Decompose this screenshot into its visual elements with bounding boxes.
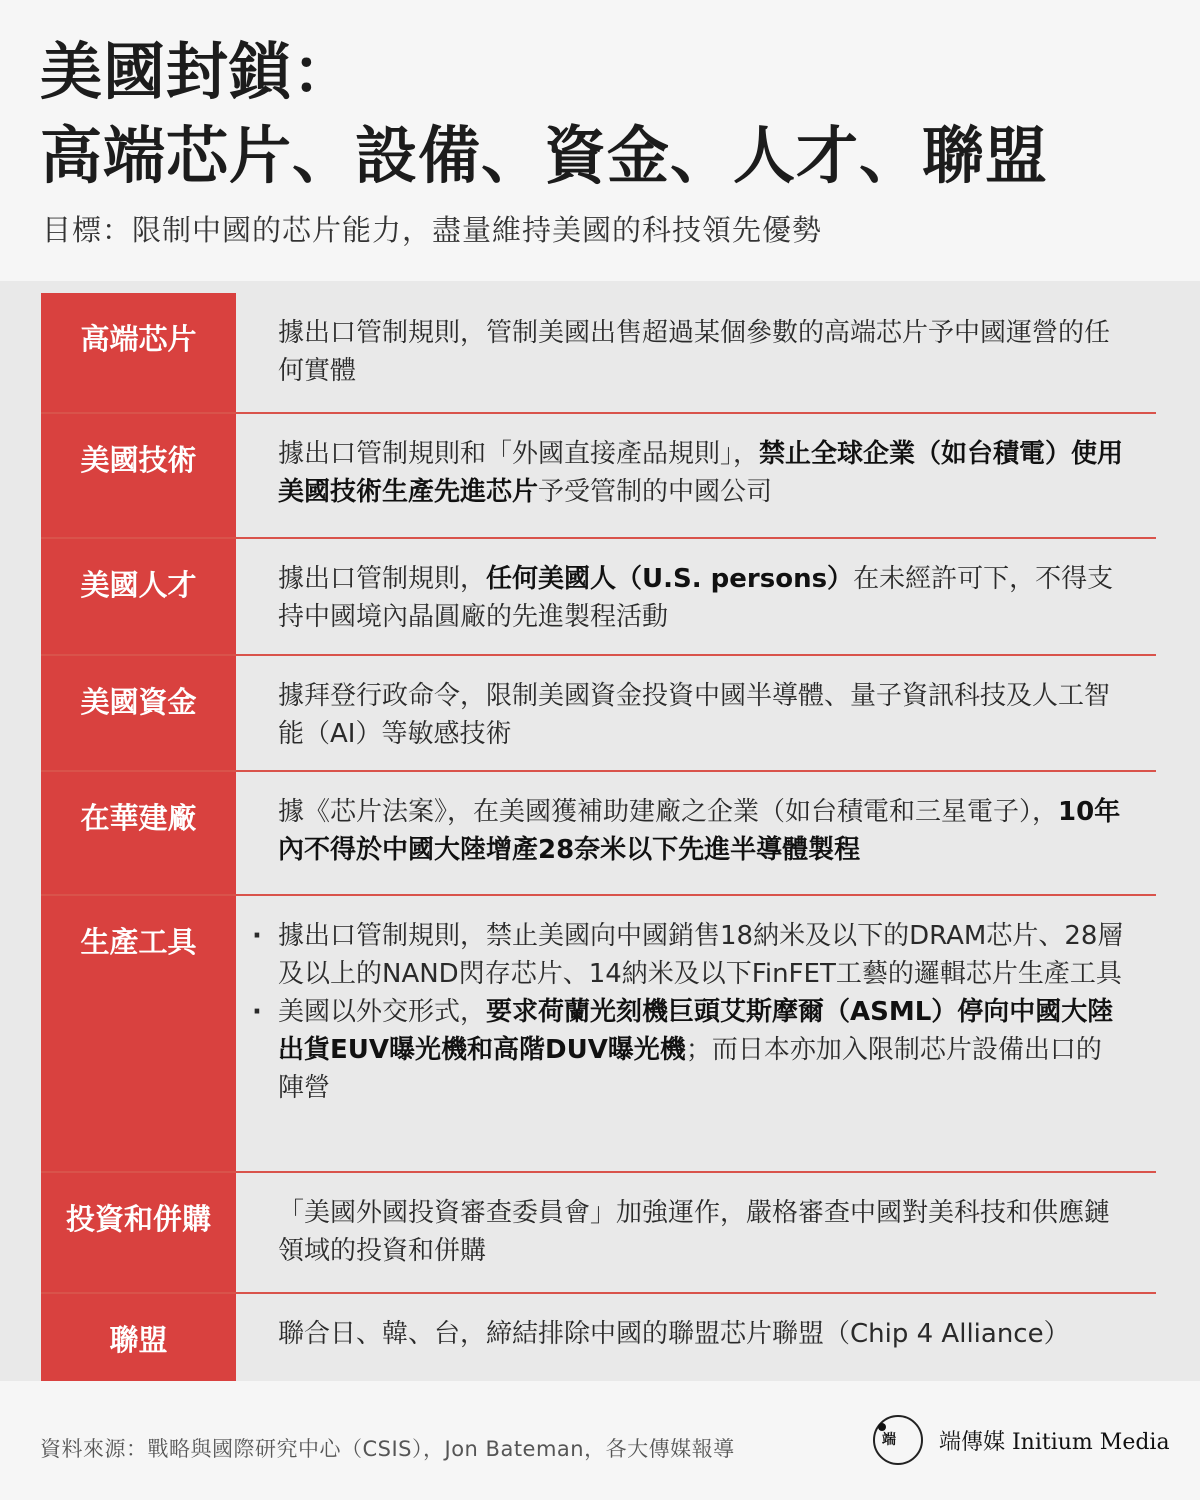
logo-mark: 端 — [882, 1432, 896, 1448]
row-content: 據拜登行政命令，限制美國資金投資中國半導體、量子資訊科技及人工智能（AI）等敏感技術 — [278, 681, 1111, 749]
page-title — [40, 30, 1048, 198]
row-text: ；而日本亦加入限制芯片設備出口的陣營 — [278, 1035, 1102, 1103]
row-content: 聯合日、韓、台，締結排除中國的聯盟芯片聯盟（Chip 4 Alliance） — [278, 1319, 1070, 1349]
row-content: 「美國外國投資審查委員會」加強運作，嚴格審查中國對美科技和供應鏈領域的投資和併購 — [278, 1198, 1111, 1266]
title-line-2: 高端芯片、設備、資金、人才、聯盟 — [40, 119, 1049, 192]
row-content — [236, 896, 1156, 1171]
table-row — [41, 656, 1156, 772]
row-label: 高端芯片 — [41, 293, 236, 412]
row-label: 在華建廠 — [41, 772, 236, 894]
logo-circle-icon — [873, 1415, 923, 1465]
row-text: 據出口管制規則和「外國直接產品規則」， — [278, 439, 760, 469]
footer — [0, 1381, 1200, 1500]
row-text-bold: 任何美國人（U.S. persons） — [486, 564, 854, 594]
table-row — [41, 896, 1156, 1173]
bullet-item: · 據出口管制規則，禁止美國向中國銷售18納米及以下的DRAM芯片、28層及以上的NAND閃存芯片、14納米及以下FinFET工藝的邏輯芯片生產工具 — [278, 917, 1126, 993]
row-text: 美國以外交形式， — [278, 997, 487, 1027]
row-text: 予受管制的中國公司 — [538, 477, 773, 507]
measures-table — [41, 293, 1156, 1385]
table-row — [41, 772, 1156, 896]
row-text-bold: 禁止全球企業（如台積電）使用美國技術生產先進芯片 — [278, 439, 1124, 507]
table-row — [41, 414, 1156, 539]
title-line-1: 美國封鎖： — [40, 35, 356, 108]
row-text: 在未經許可下，不得支持中國境內晶圓廠的先進製程活動 — [278, 564, 1114, 632]
row-label: 聯盟 — [41, 1294, 236, 1385]
table-row — [41, 1173, 1156, 1294]
row-label: 投資和併購 — [41, 1173, 236, 1292]
row-content: 據出口管制規則，管制美國出售超過某個參數的高端芯片予中國運營的任何實體 — [278, 318, 1111, 386]
source-note: 資料來源：戰略與國際研究中心（CSIS），Jon Bateman，各大傳媒報導 — [40, 1437, 735, 1461]
header — [0, 0, 1200, 281]
row-content — [236, 539, 1156, 654]
row-text-bold: 要求荷蘭光刻機巨頭艾斯摩爾（ASML）停向中國大陸出貨EUV曝光機和高階DUV曝光機 — [278, 997, 1114, 1065]
row-label: 美國人才 — [41, 539, 236, 654]
table-area — [0, 281, 1200, 1381]
row-text-bold: 10年內不得於中國大陸增產28奈米以下先進半導體製程 — [278, 797, 1121, 865]
row-text: 據《芯片法案》，在美國獲補助建廠之企業（如台積電和三星電子）， — [278, 797, 1059, 827]
bullet-item — [278, 993, 1126, 1107]
table-row — [41, 293, 1156, 414]
logo-text: 端傳媒 Initium Media — [939, 1430, 1170, 1455]
row-content — [236, 414, 1156, 537]
table-row — [41, 539, 1156, 656]
row-content — [236, 772, 1156, 894]
subtitle: 目標：限制中國的芯片能力，盡量維持美國的科技領先優勢 — [42, 213, 823, 247]
row-label: 美國技術 — [41, 414, 236, 537]
row-label: 美國資金 — [41, 656, 236, 770]
table-row — [41, 1294, 1156, 1385]
row-label: 生產工具 — [41, 896, 236, 1171]
row-text: 據出口管制規則， — [278, 564, 487, 594]
